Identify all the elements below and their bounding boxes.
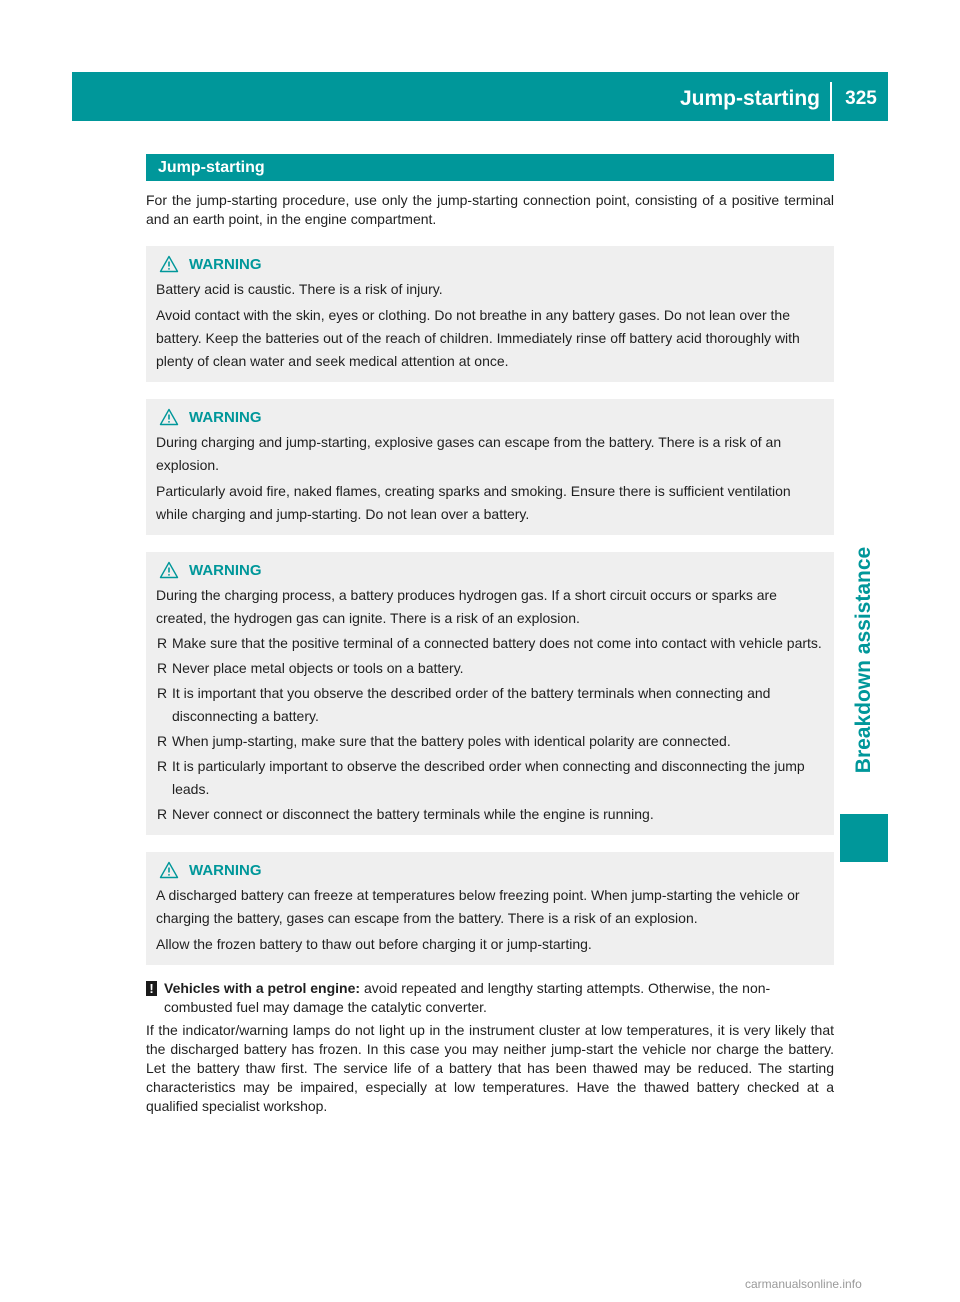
note-paragraph [146, 979, 834, 1017]
warning-triangle-icon [159, 861, 179, 879]
bullet-icon: R [157, 660, 168, 676]
header-title: Jump-starting [679, 87, 820, 110]
list-item-text: Never connect or disconnect the battery terminals while the engine is running. [172, 806, 654, 822]
body-paragraph: If the indicator/warning lamps do not light up in the instrument cluster at low temperatures, it is very likely that the discharged battery has frozen. In this case you may neither jump-start the vehicle nor charge the battery. Let the battery thaw first. The service life of a battery that has been thawed may be reduced. The starting characteristics may be impaired, especially at low temperatures. Have the thawed battery checked at a qualified specialist workshop. [146, 1022, 834, 1114]
note-text: avoid repeated and lengthy starting attempts. Otherwise, the non-combusted fuel may damage the catalytic converter. [164, 980, 771, 1015]
watermark: carmanualsonline.info [745, 1277, 862, 1291]
page-content [146, 154, 834, 1116]
warning-label: WARNING [189, 861, 262, 879]
list-item [156, 755, 826, 801]
warning-text: Avoid contact with the skin, eyes or clothing. Do not breathe in any battery gases. Do not lean over the battery. Keep the batteries out of the reach of children. Immediately rinse off battery acid thoroughly with plenty of clean water and seek medical attention at once. [156, 307, 800, 369]
list-item-text: Never place metal objects or tools on a battery. [172, 660, 464, 676]
warning-header [156, 255, 826, 273]
warning-text: A discharged battery can freeze at temperatures below freezing point. When jump-starting the vehicle or charging the battery, gases can escape from the battery. There is a risk of an explosion. [156, 887, 800, 926]
bullet-icon: R [157, 685, 168, 701]
warning-box [146, 399, 834, 535]
warning-bullet-list [156, 632, 826, 826]
warning-box [146, 852, 834, 965]
bullet-icon: R [157, 635, 168, 651]
exclamation-note-icon: ! [146, 981, 157, 996]
warning-triangle-icon [159, 561, 179, 579]
list-item-text: When jump-starting, make sure that the battery poles with identical polarity are connected. [172, 733, 731, 749]
intro-paragraph: For the jump-starting procedure, use only the jump-starting connection point, consisting of a positive terminal and an earth point, in the engine compartment. [146, 192, 834, 227]
warning-triangle-icon [159, 408, 179, 426]
side-tab-label: Breakdown assistance [852, 546, 875, 774]
bullet-icon: R [157, 806, 168, 822]
list-item [156, 657, 826, 680]
warning-text: Allow the frozen battery to thaw out before charging it or jump-starting. [156, 936, 592, 952]
list-item [156, 730, 826, 753]
warning-box [146, 246, 834, 382]
warning-label: WARNING [189, 255, 262, 273]
warning-label: WARNING [189, 408, 262, 426]
header-divider [830, 82, 832, 121]
warning-header [156, 861, 826, 879]
side-thumb-block [840, 814, 888, 862]
note-lead: Vehicles with a petrol engine: [164, 980, 361, 996]
warning-text: Particularly avoid fire, naked flames, creating sparks and smoking. Ensure there is sufficient ventilation while charging and jump-starting. Do not lean over a battery. [156, 483, 791, 522]
warning-text: During charging and jump-starting, explosive gases can escape from the battery. There is a risk of an explosion. [156, 434, 782, 473]
list-item-text: It is important that you observe the described order of the battery terminals when connecting and disconnecting a battery. [172, 685, 771, 724]
warning-text: During the charging process, a battery produces hydrogen gas. If a short circuit occurs or sparks are created, the hydrogen gas can ignite. There is a risk of an explosion. [156, 587, 777, 626]
bullet-icon: R [157, 733, 168, 749]
page-header [72, 72, 888, 121]
warning-box [146, 552, 834, 835]
warning-label: WARNING [189, 561, 262, 579]
bullet-icon: R [157, 758, 168, 774]
list-item-text: Make sure that the positive terminal of a connected battery does not come into contact with vehicle parts. [172, 635, 822, 651]
section-title: Jump-starting [146, 154, 834, 181]
warning-triangle-icon [159, 255, 179, 273]
list-item-text: It is particularly important to observe the described order when connecting and disconnecting the jump leads. [172, 758, 805, 797]
warning-text: Battery acid is caustic. There is a risk of injury. [156, 281, 443, 297]
warning-header [156, 408, 826, 426]
page-number: 325 [845, 88, 877, 109]
list-item [156, 803, 826, 826]
side-tab [840, 540, 888, 780]
warning-header [156, 561, 826, 579]
list-item [156, 682, 826, 728]
list-item [156, 632, 826, 655]
